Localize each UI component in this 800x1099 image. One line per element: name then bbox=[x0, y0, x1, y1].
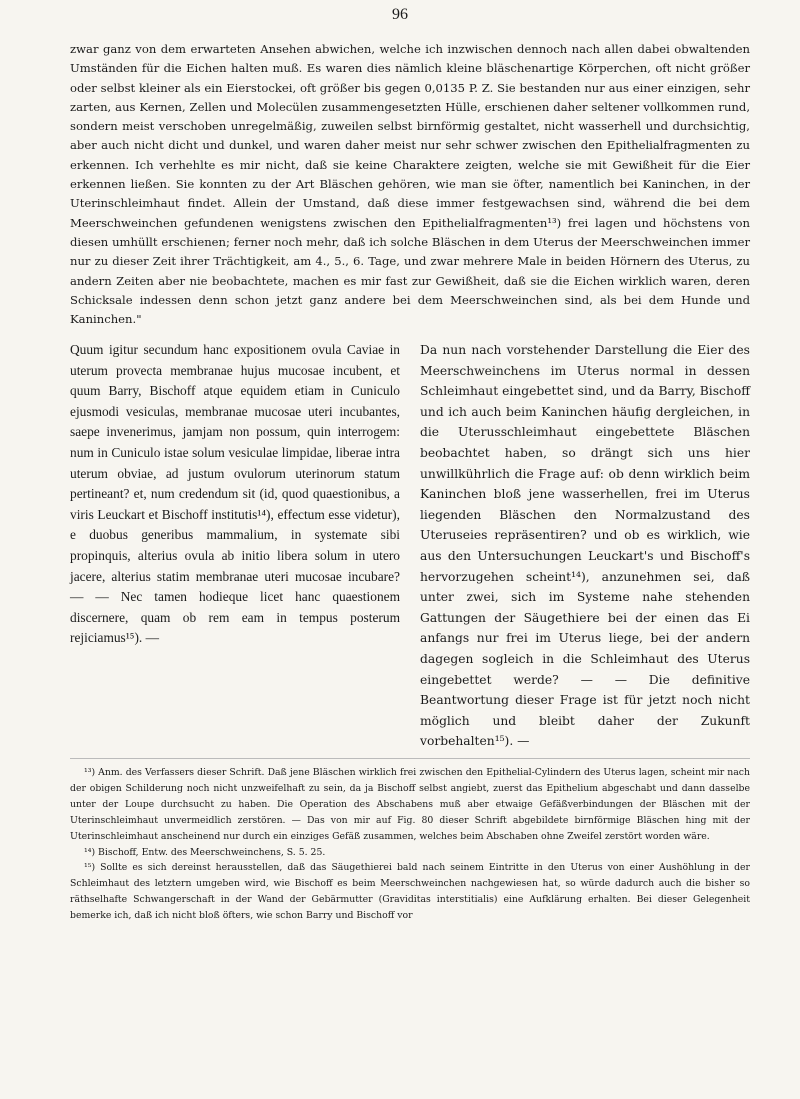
footnote-15: ¹⁵) Sollte es sich dereinst herausstellen, daß das Säugethierei bald nach seinem Eintritte in den Uterus von einer Aushöhlung in der Schleimhaut des letztern umgeben wird, wie Bischoff es beim Meerschweinchen nachgewiesen hat, so würde dadurch auch die bisher so räthselhafte Schwangerschaft in der Wand der Gebärmutter (Graviditas interstitialis) eine Aufklärung erhalten. Bei dieser Gelegenheit bemerke ich, daß ich nicht bloß öfters, wie schon Barry und Bischoff vor bbox=[70, 862, 750, 922]
top-paragraph-text: zwar ganz von dem erwarteten Ansehen abwichen, welche ich inzwischen dennoch nach allen dabei obwaltenden Umständen für die Eichen halten muß. Es waren dies nämlich kleine bläschenartige Körperchen, oft nicht größer oder selbst kleiner als ein Eierstockei, oft größer bis gegen 0,0135 P. Z. Sie bestanden nur aus einer einzigen, sehr zarten, aus Kernen, Zellen und Molecülen zusammengesetzten Hülle, erschienen daher seltener vollkommen rund, sondern meist verschoben unregelmäßig, zuweilen selbst birnförmig gestaltet, nicht wasserhell und durchsichtig, aber auch nicht dicht und dunkel, und waren daher meist nur sehr schwer zwischen den Epithelialfragmenten zu erkennen. Ich verhehlte es mir nicht, daß sie keine Charaktere zeigten, welche sie mit Gewißheit für die Eier erkennen ließen. Sie konnten zu der Art Bläschen gehören, wie man sie öfter, namentlich bei Kaninchen, in der Uterinschleimhaut findet. Allein der Umstand, daß diese immer festgewachsen sind, während die bei dem Meerschweinchen gefundenen wenigstens zwischen den Epithelialfragmenten¹³) frei lagen und höchstens von diesen umhüllt erschienen; ferner noch mehr, daß ich solche Bläschen in dem Uterus der Meerschweinchen immer nur zu dieser Zeit ihrer Trächtigkeit, am 4., 5., 6. Tage, und zwar mehrere Male in beiden Hörnern des Uterus, zu andern Zeiten aber nie beobachtete, machen es mir fast zur Gewißheit, daß sie die Eichen wirklich waren, deren Schicksale indessen denn schon jetzt ganz andere bei dem Meerschweinchen sind, als bei dem Hunde und Kaninchen." bbox=[70, 42, 750, 327]
footnotes bbox=[70, 765, 750, 924]
latin-column bbox=[70, 340, 400, 649]
german-column bbox=[420, 340, 750, 752]
german-column-text: Da nun nach vorstehender Darstellung die Eier des Meerschweinchens im Uterus normal in dessen Schleimhaut eingebettet sind, und da Barry, Bischoff und ich auch beim Kaninchen häufig dergleichen, in die Uterusschleimhaut eingebettete Bläschen beobachtet haben, so drängt sich uns hier unwillkührlich die Frage auf: ob denn wirklich beim Kaninchen bloß jene wasserhellen, frei im Uterus liegenden Bläschen den Normalzustand des Uteruseies repräsentiren? und ob es wirklich, wie aus den Untersuchungen Leuckart's und Bischoff's hervorzugehen scheint¹⁴), anzunehmen sei, daß unter zwei, sich im Systeme nahe stehenden Gattungen der Säugethiere bei der einen das Ei anfangs nur frei im Uterus liege, bei der andern dagegen sogleich in die Schleimhaut des Uterus eingebettet werde? — — Die definitive Beantwortung dieser Frage ist für jetzt noch nicht möglich und bleibt daher der Zukunft vorbehalten¹⁵). — bbox=[420, 343, 750, 749]
footnote-13: ¹³) Anm. des Verfassers dieser Schrift. Daß jene Bläschen wirklich frei zwischen den Epithelial-Cylindern des Uterus lagen, scheint mir nach der obigen Schilderung noch nicht unzweifelhaft zu sein, da ja Bischoff selbst angiebt, zuerst das Epithelium abgeschabt und dann dasselbe unter der Loupe durchsucht zu haben. Die Operation des Abschabens muß aber etwaige Gefäßverbindungen der Bläschen mit der Uterinschleimhaut unvermeidlich zerstören. — Das von mir auf Fig. 80 dieser Schrift abgebildete birnförmige Bläschen hing mit der Uterinschleimhaut anscheinend nur durch ein einziges Gefäß zusammen, welches beim Abschaben ohne Zweifel zerstört worden wäre. bbox=[70, 767, 750, 842]
page-number: 96 bbox=[392, 6, 408, 23]
top-paragraph bbox=[70, 40, 750, 329]
latin-column-text: Quum igitur secundum hanc expositionem ovula Caviae in uterum provecta membranae hujus mucosae incubent, et quum Barry, Bischoff atque equidem etiam in Cuniculo ejusmodi vesiculas, membranae mucosae uteri incubantes, saepe invenerimus, jamjam non possum, quin interrogem: num in Cuniculo istae solum vesiculae limpidae, liberae intra uterum obviae, ad justum ovulorum uterinorum statum pertineant? et, num credendum sit (id, quod quaestionibus, a viris Leuckart et Bischoff institutis¹⁴), effectum esse videtur), e duobus generibus mammalium, in systemate sibi propinquis, alterius ovula ab initio libera solum in utero jacere, alterius statim membranae uteri mucosae incubare? — — Nec tamen hodieque licet hanc quaestionem discernere, quam ob rem eam in tempus posterum rejiciamus¹⁵). — bbox=[70, 342, 400, 646]
footnote-14: ¹⁴) Bischoff, Entw. des Meerschweinchens, S. 5. 25. bbox=[84, 846, 326, 858]
two-column-body bbox=[70, 340, 750, 760]
footnote-separator bbox=[70, 758, 750, 759]
